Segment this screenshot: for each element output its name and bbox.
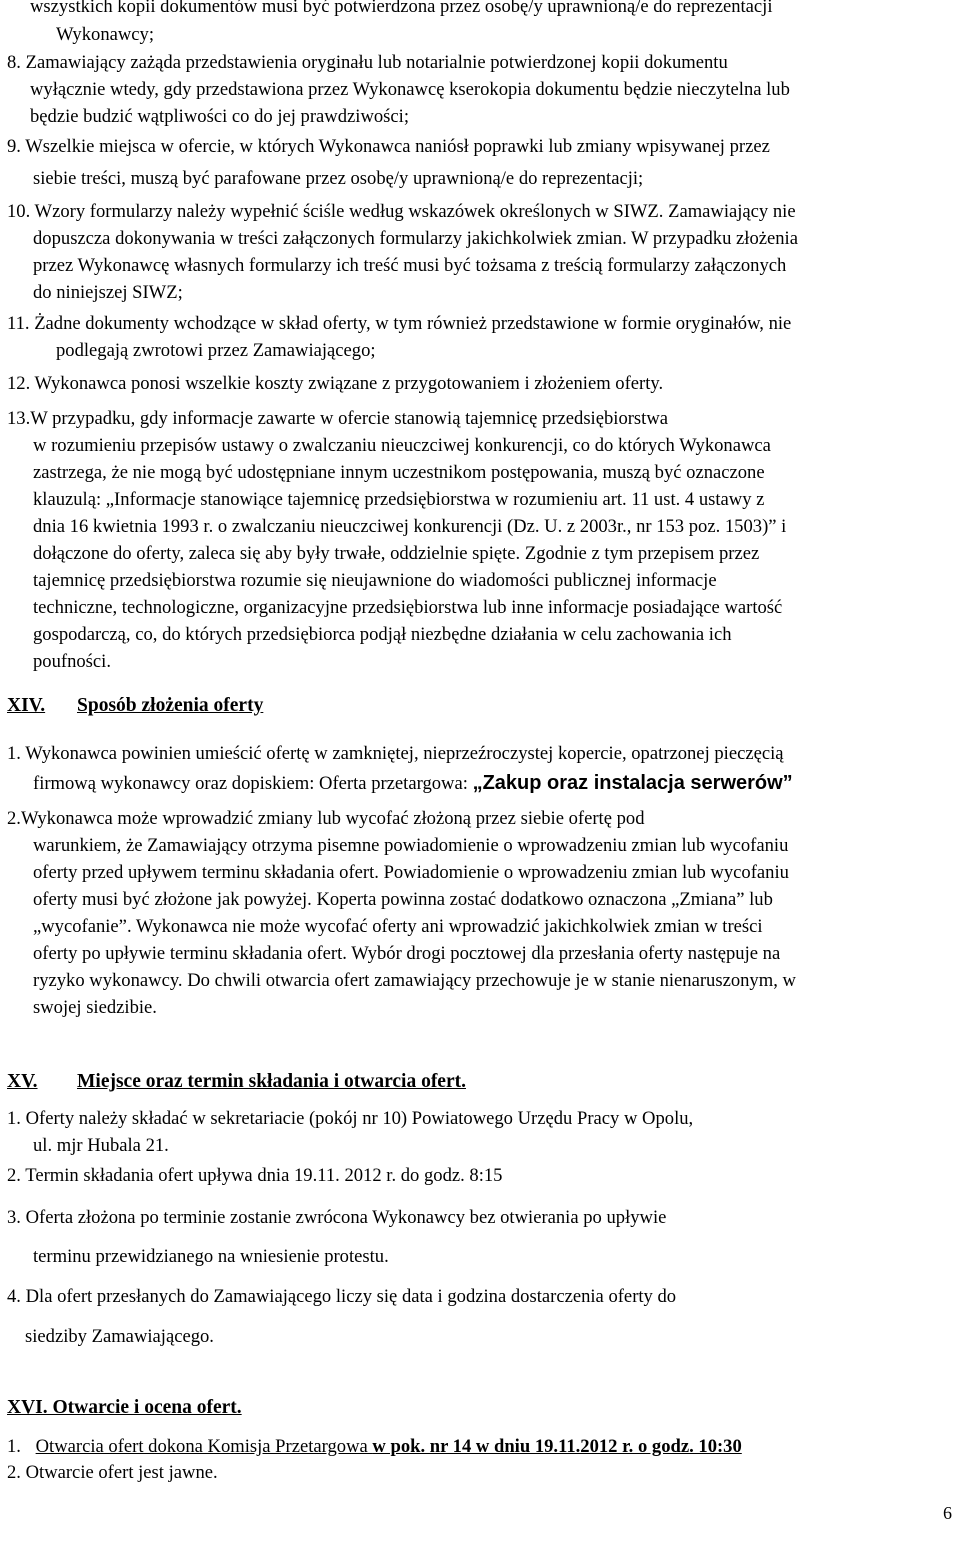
item-13-line: w rozumieniu przepisów ustawy o zwalczaniu nieuczciwej konkurencji, co do których Wykonawca xyxy=(33,435,771,456)
item-9-line: siebie treści, muszą być parafowane przez osobę/y uprawnioną/e do reprezentacji; xyxy=(33,168,644,189)
sec14-item-1-line xyxy=(33,770,793,797)
sec14-item-2-line: oferty po upływie terminu składania ofert. Wybór drogi pocztowej dla przesłania oferty następuje na xyxy=(33,943,781,964)
sec15-item-2-line: 2. Termin składania ofert upływa dnia 19.11. 2012 r. do godz. 8:15 xyxy=(7,1165,503,1186)
sec16-item-2-line: 2. Otwarcie ofert jest jawne. xyxy=(7,1462,218,1483)
sec14-item-2-line: warunkiem, że Zamawiający otrzyma pisemne powiadomienie o wprowadzeniu zmian lub wycofaniu xyxy=(33,835,789,856)
item-8-line: będzie budzić wątpliwości co do jej prawdziwości; xyxy=(30,106,409,127)
item-13-line: poufności. xyxy=(33,651,111,672)
item-11-line: 11. Żadne dokumenty wchodzące w skład oferty, w tym również przedstawione w formie oryginałów, nie xyxy=(7,313,792,334)
sec15-item-4-line: 4. Dla ofert przesłanych do Zamawiającego liczy się data i godzina dostarczenia oferty do xyxy=(7,1286,677,1307)
sec14-item-2-line: „wycofanie”. Wykonawca nie może wycofać oferty ani wprowadzić jakichkolwiek zmian w treści xyxy=(33,916,763,937)
item-12-line: 12. Wykonawca ponosi wszelkie koszty związane z przygotowaniem i złożeniem oferty. xyxy=(7,373,664,394)
item-8-line: 8. Zamawiający zażąda przedstawienia oryginału lub notarialnie potwierdzonej kopii dokumentu xyxy=(7,52,728,73)
item-10-line: przez Wykonawcę własnych formularzy ich treść musi być tożsama z treścią formularzy załączonych xyxy=(33,255,787,276)
text-line: wszystkich kopii dokumentów musi być potwierdzona przez osobę/y uprawnioną/e do reprezentacji xyxy=(30,0,773,17)
section-title: Miejsce oraz termin składania i otwarcia ofert. xyxy=(77,1071,466,1092)
section-title: XVI. Otwarcie i ocena ofert. xyxy=(7,1397,242,1418)
sec15-item-4-text: siedziby Zamawiającego. xyxy=(25,1326,214,1347)
opening-details: w pok. nr 14 w dniu 19.11.2012 r. o godz. 10:30 xyxy=(372,1436,742,1457)
list-number: 1. xyxy=(7,1436,21,1457)
sec14-item-2-line: oferty przed upływem terminu składania ofert. Powiadomienie o wprowadzeniu zmian lub wycofaniu xyxy=(33,862,789,883)
sec14-item-2-line: oferty musi być złożone jak powyżej. Koperta powinna zostać dodatkowo oznaczona „Zmiana” lub xyxy=(33,889,773,910)
sec15-item-1-line: ul. mjr Hubala 21. xyxy=(33,1135,169,1156)
sec14-item-2-line: 2.Wykonawca może wprowadzić zmiany lub wycofać złożoną przez siebie ofertę pod xyxy=(7,808,645,829)
item-8-line: wyłącznie wtedy, gdy przedstawiona przez Wykonawcę kserokopia dokumentu będzie nieczytelna lub xyxy=(30,79,790,100)
item-11-line: podlegają zwrotowi przez Zamawiającego; xyxy=(56,340,376,361)
item-9-line: 9. Wszelkie miejsca w ofercie, w których Wykonawca naniósł poprawki lub zmiany wpisywanej przez xyxy=(7,136,770,157)
section-number: XV. xyxy=(7,1071,38,1092)
section-title: Sposób złożenia oferty xyxy=(77,695,264,716)
item-13-line: gospodarczą, co, do których przedsiębiorca podjął niezbędne działania w celu zachowania ich xyxy=(33,624,732,645)
sec15-item-3-line: 3. Oferta złożona po terminie zostanie zwrócona Wykonawcy bez otwierania po upływie xyxy=(7,1207,667,1228)
sec15-item-4-line xyxy=(25,1324,214,1350)
item-13-line: dnia 16 kwietnia 1993 r. o zwalczaniu nieuczciwej konkurencji (Dz. U. z 2003r., nr 153 poz. 1503)” i xyxy=(33,516,787,537)
text-line: Wykonawcy; xyxy=(56,24,155,45)
sec14-item-1-text: firmową wykonawcy oraz dopiskiem: Oferta przetargowa: xyxy=(33,773,473,794)
section-number: XIV. xyxy=(7,695,46,716)
sec14-item-2-line: ryzyko wykonawcy. Do chwili otwarcia ofert zamawiający przechowuje je w stanie nienaruszonym, w xyxy=(33,970,796,991)
item-10-line: dopuszcza dokonywania w treści załączonych formularzy jakichkolwiek zmian. W przypadku złożenia xyxy=(33,228,798,249)
page-number: 6 xyxy=(943,1503,952,1523)
item-13-line: klauzulą: „Informacje stanowiące tajemnicę przedsiębiorstwa w rozumieniu art. 11 ust. 4 ustawy z xyxy=(33,489,765,510)
sec14-item-1-line: 1. Wykonawca powinien umieścić ofertę w zamkniętej, nieprzeźroczystej kopercie, opatrzonej pieczęcią xyxy=(7,743,784,764)
item-13-line: zastrzega, że nie mogą być udostępniane innym uczestnikom postępowania, muszą być oznaczone xyxy=(33,462,765,483)
item-10-line: 10. Wzory formularzy należy wypełnić ściśle według wskazówek określonych w SIWZ. Zamawiający nie xyxy=(7,201,796,222)
item-13-line: dołączone do oferty, zaleca się aby były trwałe, oddzielnie spięte. Zgodnie z tym przepisem przez xyxy=(33,543,760,564)
sec15-item-3-line: terminu przewidzianego na wniesienie protestu. xyxy=(33,1246,389,1267)
item-13-line: 13.W przypadku, gdy informacje zawarte w ofercie stanowią tajemnicę przedsiębiorstwa xyxy=(7,408,669,429)
item-10-line: do niniejszej SIWZ; xyxy=(33,282,183,303)
item-13-line: techniczne, technologiczne, organizacyjne przedsiębiorstwa lub inne informacje posiadające wartość xyxy=(33,597,783,618)
sec16-item-1-line xyxy=(7,1434,742,1460)
item-13-line: tajemnicę przedsiębiorstwa rozumie się nieujawnione do wiadomości publicznej informacje xyxy=(33,570,717,591)
opening-text: Otwarcia ofert dokona Komisja Przetargowa xyxy=(35,1436,373,1457)
sec15-item-1-line: 1. Oferty należy składać w sekretariacie (pokój nr 10) Powiatowego Urzędu Pracy w Opolu, xyxy=(7,1108,694,1129)
sec14-item-2-line: swojej siedzibie. xyxy=(33,997,157,1018)
offer-title: „Zakup oraz instalacja serwerów” xyxy=(472,772,793,794)
